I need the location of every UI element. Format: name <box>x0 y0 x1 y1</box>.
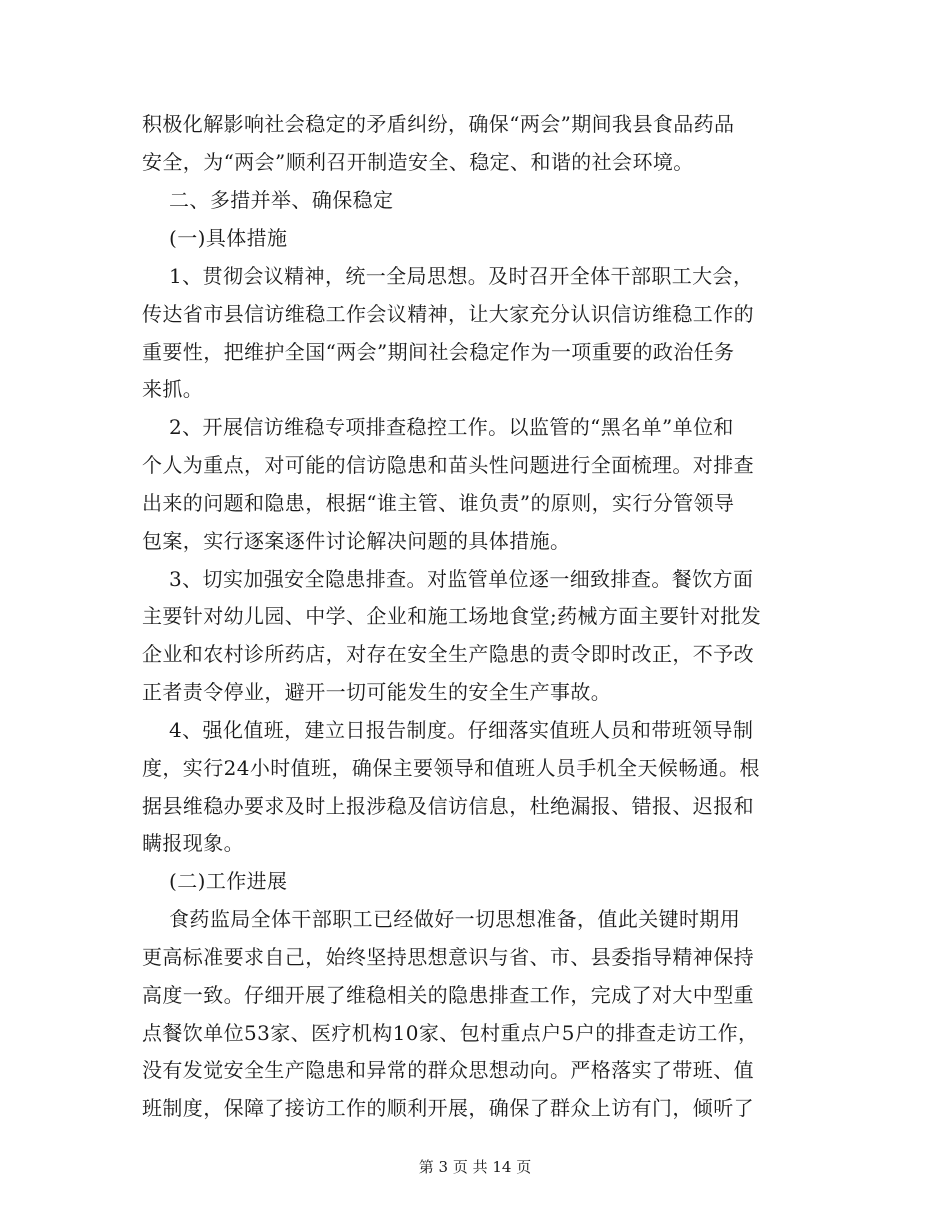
body-text-line: 没有发觉安全生产隐患和异常的群众思想动向。严格落实了带班、值 <box>142 1058 754 1082</box>
body-text-line: 4、强化值班，建立日报告制度。仔细落实值班人员和带班领导制 <box>142 718 754 742</box>
body-text-line: 班制度，保障了接访工作的顺利开展，确保了群众上访有门，倾听了 <box>142 1096 754 1120</box>
body-text-line: 积极化解影响社会稳定的矛盾纠纷，确保“两会”期间我县食品药品 <box>142 112 735 136</box>
body-text-line: 安全，为“两会”顺利召开制造安全、稳定、和谐的社会环境。 <box>142 150 694 174</box>
section-heading: 二、多措并举、确保稳定 <box>142 188 394 212</box>
body-text-line: 更高标准要求自己，始终坚持思想意识与省、市、县委指导精神保持 <box>142 945 754 969</box>
page-number-footer: 第 3 页 共 14 页 <box>418 1158 532 1176</box>
subsection-heading: (一)具体措施 <box>142 226 288 250</box>
body-text-line: 瞒报现象。 <box>142 831 244 855</box>
body-text-line: 点餐饮单位53家、医疗机构10家、包村重点户5户的排查走访工作， <box>142 1021 759 1045</box>
body-text-line: 度，实行24小时值班，确保主要领导和值班人员手机全天候畅通。根 <box>142 756 760 780</box>
subsection-heading: (二)工作进展 <box>142 869 288 893</box>
body-text-line: 据县维稳办要求及时上报涉稳及信访信息，杜绝漏报、错报、迟报和 <box>142 794 754 818</box>
body-text-line: 来抓。 <box>142 377 204 401</box>
body-text-line: 食药监局全体干部职工已经做好一切思想准备，值此关键时期用 <box>142 907 741 931</box>
body-text-line: 1、贯彻会议精神，统一全局思想。及时召开全体干部职工大会， <box>142 264 754 288</box>
body-text-line: 出来的问题和隐患，根据“谁主管、谁负责”的原则，实行分管领导 <box>142 491 735 515</box>
body-text-line: 主要针对幼儿园、中学、企业和施工场地食堂;药械方面主要针对批发 <box>142 604 762 628</box>
body-text-line: 个人为重点，对可能的信访隐患和苗头性问题进行全面梳理。对排查 <box>142 453 754 477</box>
body-text-line: 2、开展信访维稳专项排查稳控工作。以监管的“黑名单”单位和 <box>142 415 734 439</box>
body-text-line: 正者责令停业，避开一切可能发生的安全生产事故。 <box>142 680 612 704</box>
body-text-line: 高度一致。仔细开展了维稳相关的隐患排查工作，完成了对大中型重 <box>142 983 754 1007</box>
body-text-line: 包案，实行逐案逐件讨论解决问题的具体措施。 <box>142 529 571 553</box>
body-text-line: 重要性，把维护全国“两会”期间社会稳定作为一项重要的政治任务 <box>142 340 735 364</box>
body-text-line: 3、切实加强安全隐患排查。对监管单位逐一细致排查。餐饮方面 <box>142 567 754 591</box>
body-text-line: 企业和农村诊所药店，对存在安全生产隐患的责令即时改正，不予改 <box>142 642 754 666</box>
body-text-line: 传达省市县信访维稳工作会议精神，让大家充分认识信访维稳工作的 <box>142 302 754 326</box>
